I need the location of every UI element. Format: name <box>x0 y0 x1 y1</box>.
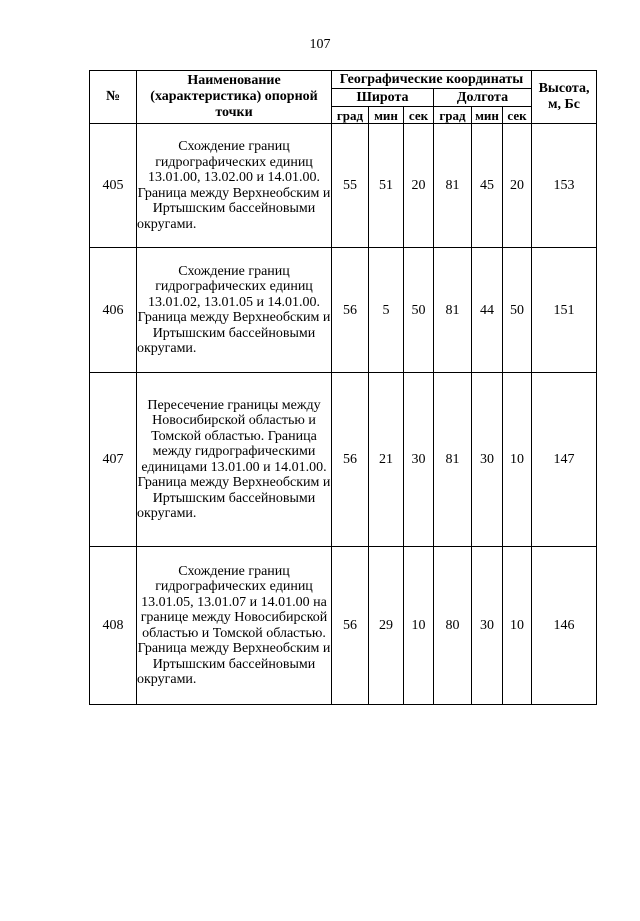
row-lat-deg: 56 <box>332 248 369 373</box>
table-row <box>90 373 597 547</box>
row-lat-deg: 56 <box>332 373 369 547</box>
row-lat-min: 29 <box>369 547 404 705</box>
row-name: Схождение границ гидрографических единиц 13.01.00, 13.02.00 и 14.01.00. Граница между Верхнеобским и Иртышским бассейновыми округами. <box>137 124 332 248</box>
row-lon-min: 44 <box>472 248 503 373</box>
header-lon-sec: сек <box>503 107 532 124</box>
row-lat-deg: 55 <box>332 124 369 248</box>
reference-points-table <box>89 70 597 705</box>
row-height: 151 <box>532 248 597 373</box>
header-height: Высота, м, Бс <box>532 71 597 124</box>
header-lon-deg: град <box>434 107 472 124</box>
header-latitude: Широта <box>332 89 434 107</box>
row-lat-min: 5 <box>369 248 404 373</box>
header-lat-sec: сек <box>404 107 434 124</box>
row-lat-min: 51 <box>369 124 404 248</box>
header-longitude: Долгота <box>434 89 532 107</box>
row-lat-sec: 10 <box>404 547 434 705</box>
row-lon-sec: 50 <box>503 248 532 373</box>
row-height: 146 <box>532 547 597 705</box>
row-lon-sec: 10 <box>503 373 532 547</box>
row-lat-sec: 30 <box>404 373 434 547</box>
row-lon-deg: 81 <box>434 373 472 547</box>
header-number: № <box>90 71 137 124</box>
row-lon-min: 30 <box>472 547 503 705</box>
row-lat-sec: 20 <box>404 124 434 248</box>
row-number: 405 <box>90 124 137 248</box>
header-lon-min: мин <box>472 107 503 124</box>
row-lon-deg: 80 <box>434 547 472 705</box>
row-lon-sec: 10 <box>503 547 532 705</box>
row-name: Схождение границ гидрографических единиц 13.01.05, 13.01.07 и 14.01.00 на границе между Новосибирской областью и Томской областью. Граница между Верхнеобским и Иртышским бассейновыми округами. <box>137 547 332 705</box>
row-lon-deg: 81 <box>434 248 472 373</box>
row-lon-min: 30 <box>472 373 503 547</box>
row-lat-sec: 50 <box>404 248 434 373</box>
row-lon-sec: 20 <box>503 124 532 248</box>
page-number: 107 <box>309 37 331 52</box>
row-lat-deg: 56 <box>332 547 369 705</box>
row-lon-deg: 81 <box>434 124 472 248</box>
header-geo-coordinates: Географические координаты <box>332 71 532 89</box>
row-lat-min: 21 <box>369 373 404 547</box>
row-name: Схождение границ гидрографических единиц 13.01.02, 13.01.05 и 14.01.00. Граница между Верхнеобским и Иртышским бассейновыми округами. <box>137 248 332 373</box>
row-lon-min: 45 <box>472 124 503 248</box>
header-lat-deg: град <box>332 107 369 124</box>
row-name: Пересечение границы между Новосибирской областью и Томской областью. Граница между гидрографическими единицами 13.01.00 и 14.01.00. Граница между Верхнеобским и Иртышским бассейновыми округами. <box>137 373 332 547</box>
row-height: 153 <box>532 124 597 248</box>
table-row <box>90 124 597 248</box>
row-number: 408 <box>90 547 137 705</box>
row-number: 406 <box>90 248 137 373</box>
header-name: Наименование (характеристика) опорной точки <box>137 71 332 124</box>
table-row <box>90 248 597 373</box>
row-number: 407 <box>90 373 137 547</box>
header-lat-min: мин <box>369 107 404 124</box>
row-height: 147 <box>532 373 597 547</box>
table-row <box>90 547 597 705</box>
